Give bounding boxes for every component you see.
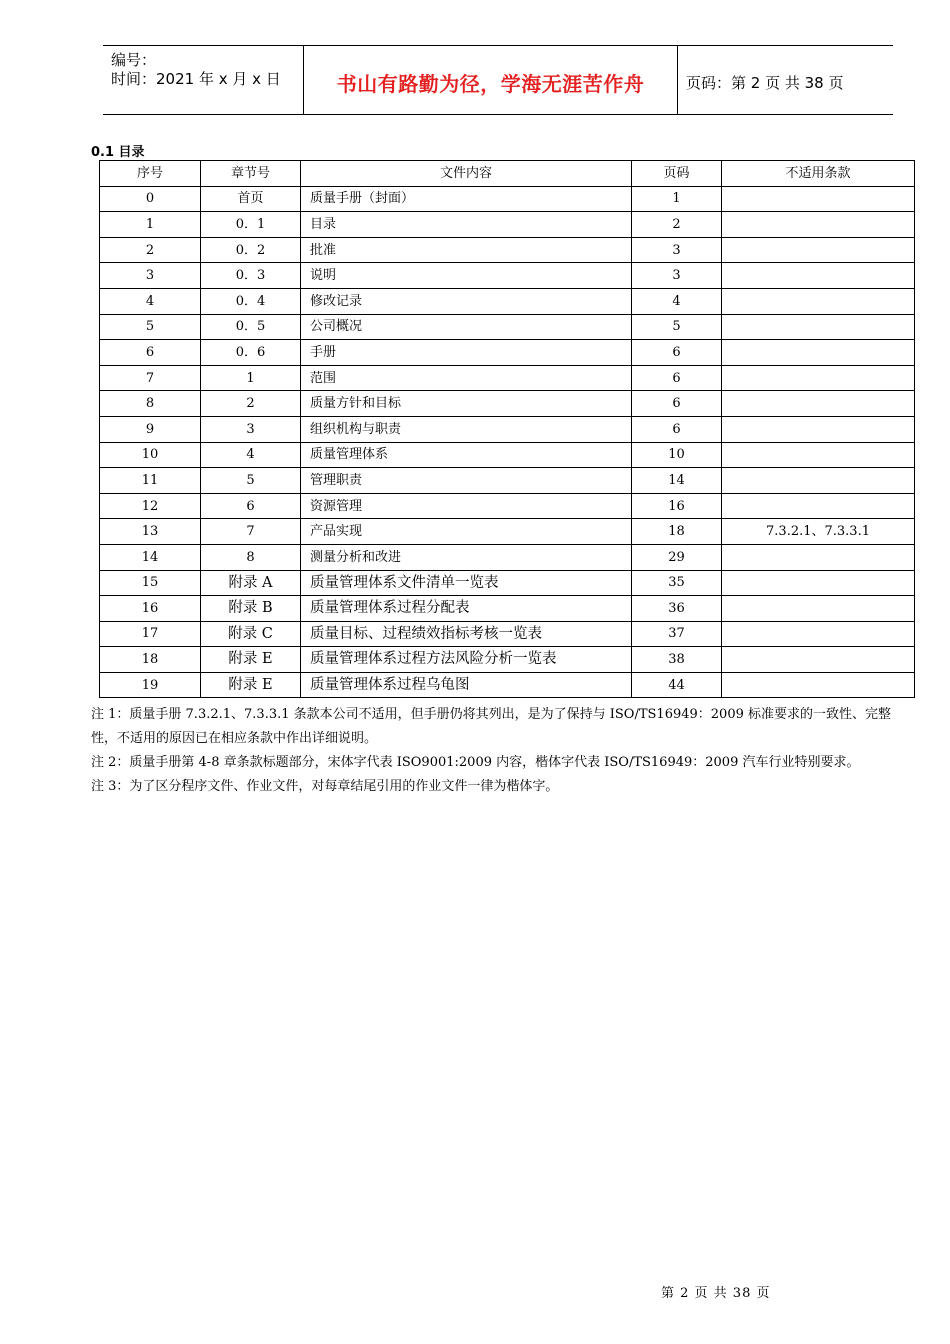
row-not-applicable — [722, 186, 915, 212]
col-header-chapter: 章节号 — [201, 161, 301, 187]
row-not-applicable — [722, 544, 915, 570]
row-not-applicable — [722, 212, 915, 238]
row-content: 组织机构与职责 — [301, 416, 632, 442]
row-no: 14 — [100, 544, 201, 570]
row-page: 6 — [632, 340, 722, 366]
table-row — [100, 237, 915, 263]
row-not-applicable — [722, 596, 915, 622]
page-footer: 第 2 页 共 38 页 — [661, 1286, 771, 1301]
table-row — [100, 647, 915, 673]
row-content: 测量分析和改进 — [301, 544, 632, 570]
row-chapter: 0．4 — [201, 288, 301, 314]
row-content: 管理职责 — [301, 468, 632, 494]
row-no: 13 — [100, 519, 201, 545]
table-row — [100, 442, 915, 468]
col-header-no: 序号 — [100, 161, 201, 187]
row-content: 公司概况 — [301, 314, 632, 340]
table-row — [100, 544, 915, 570]
row-chapter: 附录 E — [201, 647, 301, 673]
row-page: 29 — [632, 544, 722, 570]
table-row — [100, 263, 915, 289]
row-not-applicable — [722, 314, 915, 340]
row-page: 3 — [632, 263, 722, 289]
row-page: 6 — [632, 365, 722, 391]
row-content: 批准 — [301, 237, 632, 263]
table-row — [100, 493, 915, 519]
row-page: 18 — [632, 519, 722, 545]
note-1: 注 1：质量手册 7.3.2.1、7.3.3.1 条款本公司不适用，但手册仍将其列出，是为了保持与 ISO/TS16949：2009 标准要求的一致性、完整性，不适用的原因已在相应条款中作出详细说明。 — [91, 707, 891, 746]
row-chapter: 附录 C — [201, 621, 301, 647]
header-meta-cell — [103, 46, 304, 114]
col-header-content: 文件内容 — [301, 161, 632, 187]
table-row — [100, 570, 915, 596]
row-chapter: 首页 — [201, 186, 301, 212]
row-chapter: 0．6 — [201, 340, 301, 366]
note-2: 注 2：质量手册第 4-8 章条款标题部分，宋体字代表 ISO9001:2009 内容，楷体字代表 ISO/TS16949：2009 汽车行业特别要求。 — [91, 755, 860, 770]
row-not-applicable — [722, 365, 915, 391]
row-chapter: 1 — [201, 365, 301, 391]
row-content: 资源管理 — [301, 493, 632, 519]
row-chapter: 附录 E — [201, 672, 301, 698]
row-chapter: 附录 B — [201, 596, 301, 622]
row-chapter: 6 — [201, 493, 301, 519]
row-page: 5 — [632, 314, 722, 340]
row-no: 19 — [100, 672, 201, 698]
row-no: 4 — [100, 288, 201, 314]
row-no: 11 — [100, 468, 201, 494]
row-content: 说明 — [301, 263, 632, 289]
row-no: 12 — [100, 493, 201, 519]
row-not-applicable — [722, 621, 915, 647]
table-row — [100, 365, 915, 391]
row-page: 44 — [632, 672, 722, 698]
row-no: 1 — [100, 212, 201, 238]
table-row — [100, 672, 915, 698]
header-motto-cell — [304, 46, 678, 114]
row-page: 2 — [632, 212, 722, 238]
toc-table — [99, 160, 915, 698]
row-chapter: 5 — [201, 468, 301, 494]
row-content: 质量管理体系过程乌龟图 — [301, 672, 632, 698]
row-page: 38 — [632, 647, 722, 673]
row-content: 质量手册（封面） — [301, 186, 632, 212]
table-row — [100, 186, 915, 212]
table-row — [100, 621, 915, 647]
row-chapter: 7 — [201, 519, 301, 545]
toc-header-row — [100, 161, 915, 187]
row-no: 18 — [100, 647, 201, 673]
row-no: 5 — [100, 314, 201, 340]
row-content: 质量管理体系文件清单一览表 — [301, 570, 632, 596]
row-page: 14 — [632, 468, 722, 494]
row-content: 范围 — [301, 365, 632, 391]
row-page: 16 — [632, 493, 722, 519]
row-not-applicable — [722, 672, 915, 698]
row-no: 10 — [100, 442, 201, 468]
row-content: 质量管理体系 — [301, 442, 632, 468]
note-3: 注 3：为了区分程序文件、作业文件，对每章结尾引用的作业文件一律为楷体字。 — [91, 779, 559, 794]
row-not-applicable — [722, 263, 915, 289]
row-page: 4 — [632, 288, 722, 314]
row-no: 16 — [100, 596, 201, 622]
table-row — [100, 596, 915, 622]
row-not-applicable — [722, 493, 915, 519]
row-page: 36 — [632, 596, 722, 622]
row-chapter: 0．1 — [201, 212, 301, 238]
toc-title: 0.1 目录 — [91, 145, 145, 160]
row-content: 质量管理体系过程方法风险分析一览表 — [301, 647, 632, 673]
row-not-applicable — [722, 442, 915, 468]
row-no: 9 — [100, 416, 201, 442]
row-not-applicable — [722, 468, 915, 494]
row-page: 6 — [632, 416, 722, 442]
row-page: 37 — [632, 621, 722, 647]
row-no: 15 — [100, 570, 201, 596]
row-chapter: 0．2 — [201, 237, 301, 263]
row-content: 目录 — [301, 212, 632, 238]
header-page-info: 页码：第 2 页 共 38 页 — [686, 74, 844, 92]
row-not-applicable — [722, 647, 915, 673]
row-content: 手册 — [301, 340, 632, 366]
table-row — [100, 416, 915, 442]
row-chapter: 0．3 — [201, 263, 301, 289]
row-content: 质量方针和目标 — [301, 391, 632, 417]
col-header-page: 页码 — [632, 161, 722, 187]
row-chapter: 8 — [201, 544, 301, 570]
header-motto: 书山有路勤为径，学海无涯苦作舟 — [336, 72, 645, 96]
table-row — [100, 519, 915, 545]
table-row — [100, 314, 915, 340]
row-not-applicable: 7.3.2.1、7.3.3.1 — [722, 519, 915, 545]
table-row — [100, 468, 915, 494]
row-not-applicable — [722, 391, 915, 417]
row-content: 质量管理体系过程分配表 — [301, 596, 632, 622]
row-not-applicable — [722, 237, 915, 263]
toc-body — [100, 186, 915, 698]
row-chapter: 3 — [201, 416, 301, 442]
col-header-not-applicable: 不适用条款 — [722, 161, 915, 187]
row-no: 7 — [100, 365, 201, 391]
table-row — [100, 288, 915, 314]
row-not-applicable — [722, 288, 915, 314]
row-chapter: 0．5 — [201, 314, 301, 340]
row-no: 17 — [100, 621, 201, 647]
row-no: 0 — [100, 186, 201, 212]
row-no: 3 — [100, 263, 201, 289]
doc-time-label: 时间：2021 年 x 月 x 日 — [111, 70, 281, 88]
row-no: 6 — [100, 340, 201, 366]
row-chapter: 4 — [201, 442, 301, 468]
row-page: 35 — [632, 570, 722, 596]
table-row — [100, 391, 915, 417]
row-page: 10 — [632, 442, 722, 468]
row-not-applicable — [722, 570, 915, 596]
row-page: 3 — [632, 237, 722, 263]
row-page: 6 — [632, 391, 722, 417]
row-no: 2 — [100, 237, 201, 263]
row-chapter: 2 — [201, 391, 301, 417]
row-no: 8 — [100, 391, 201, 417]
row-content: 修改记录 — [301, 288, 632, 314]
row-not-applicable — [722, 416, 915, 442]
notes — [91, 703, 913, 799]
row-content: 产品实现 — [301, 519, 632, 545]
table-row — [100, 340, 915, 366]
row-chapter: 附录 A — [201, 570, 301, 596]
page-header — [103, 45, 893, 115]
row-content: 质量目标、过程绩效指标考核一览表 — [301, 621, 632, 647]
table-row — [100, 212, 915, 238]
row-not-applicable — [722, 340, 915, 366]
doc-number-label: 编号： — [111, 51, 157, 69]
row-page: 1 — [632, 186, 722, 212]
header-page-cell — [678, 46, 893, 114]
